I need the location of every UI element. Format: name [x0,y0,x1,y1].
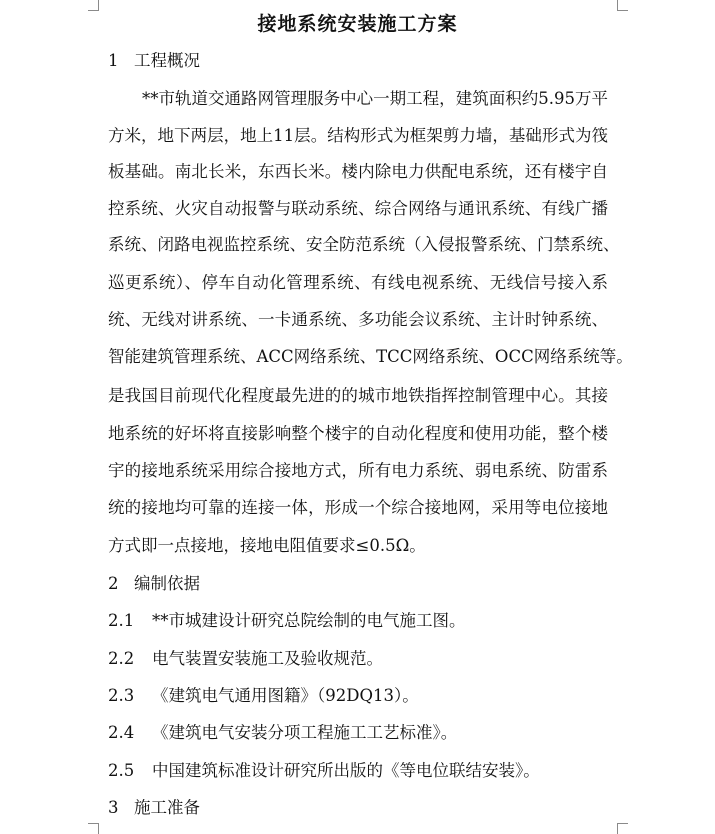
page-corner-mark-bottom-left [88,823,99,834]
paragraph-line: 方米，地下两层，地上11层。结构形式为框架剪力墙，基础形式为筏 [108,126,608,145]
section-3-number: 3 [108,798,119,817]
section-2-heading [108,573,200,595]
paragraph-line: 巡更系统）、停车自动化管理系统、有线电视系统、无线信号接入系 [108,273,608,292]
paragraph-line: 系统、闭路电视监控系统、安全防范系统（入侵报警系统、门禁系统、 [108,235,620,254]
paragraph-line: 板基础。南北长米，东西长米。楼内除电力供配电系统，还有楼宇自 [108,162,608,181]
page-corner-mark-top-left [88,0,99,11]
reference-item [108,685,419,707]
reference-number: 2.1 [108,611,135,630]
paragraph-line: **市轨道交通路网管理服务中心一期工程，建筑面积约5.95万平 [142,89,608,108]
paragraph-line: 方式即一点接地，接地电阻值要求≤0.5Ω。 [108,536,426,555]
paragraph-line: 是我国目前现代化程度最先进的的城市地铁指挥控制管理中心。其接 [108,386,608,405]
page-corner-mark-top-right [617,0,628,11]
section-1-title: 工程概况 [134,51,200,70]
reference-item [108,760,540,782]
section-3-heading [108,797,200,819]
section-3-title: 施工准备 [134,798,200,817]
paragraph-line: 统、无线对讲系统、一卡通系统、多功能会议系统、主计时钟系统、 [108,310,608,329]
paragraph-line: 控系统、火灾自动报警与联动系统、综合网络与通讯系统、有线广播 [108,199,608,218]
reference-text: 《建筑电气通用图籍》（92DQ13）。 [152,686,419,705]
reference-item [108,722,457,744]
reference-number: 2.5 [108,761,135,780]
reference-number: 2.2 [108,649,135,668]
reference-text: **市城建设计研究总院绘制的电气施工图。 [152,611,466,630]
section-2-number: 2 [108,574,119,593]
paragraph-line: 宇的接地系统采用综合接地方式，所有电力系统、弱电系统、防雷系 [108,461,608,480]
reference-text: 电气装置安装施工及验收规范。 [152,649,383,668]
reference-text: 中国建筑标准设计研究所出版的《等电位联结安装》。 [152,761,540,780]
reference-number: 2.4 [108,723,135,742]
reference-text: 《建筑电气安装分项工程施工工艺标准》。 [152,723,458,742]
paragraph-line: 智能建筑管理系统、ACC网络系统、TCC网络系统、OCC网络系统等。 [108,347,633,366]
page-corner-mark-bottom-right [617,823,628,834]
section-1-heading [108,50,200,72]
reference-number: 2.3 [108,686,135,705]
document-title: 接地系统安装施工方案 [257,13,458,35]
paragraph-line: 地系统的好坏将直接影响整个楼宇的自动化程度和使用功能，整个楼 [108,424,608,443]
section-1-number: 1 [108,51,119,70]
reference-item [108,610,466,632]
paragraph-line: 统的接地均可靠的连接一体，形成一个综合接地网，采用等电位接地 [108,498,608,517]
section-2-title: 编制依据 [134,574,200,593]
reference-item [108,648,383,670]
